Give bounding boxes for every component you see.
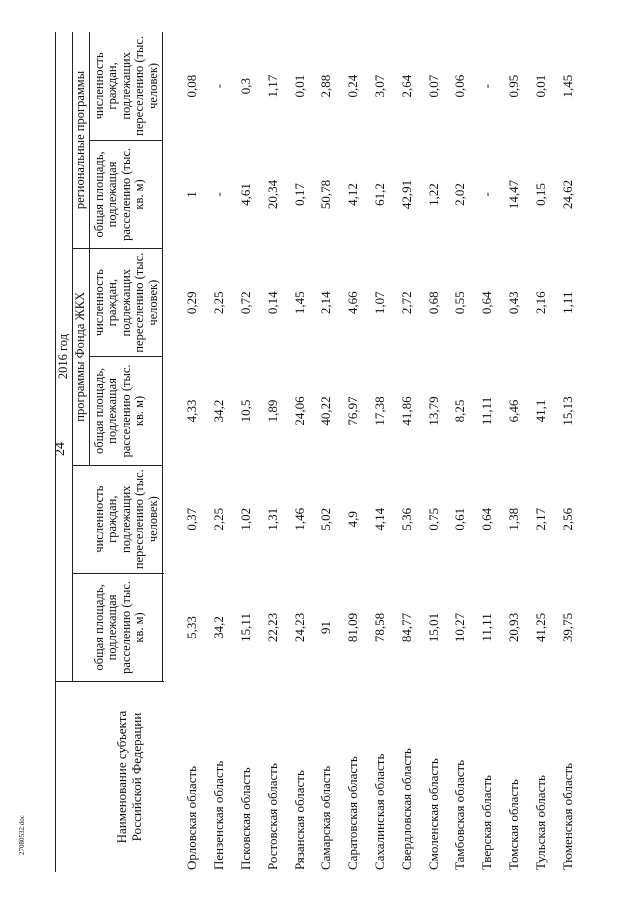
total-people-header: численность граждан, подлежащих переселению (тыс. человек) — [72, 465, 163, 573]
value-cell: 1,89 — [264, 399, 280, 423]
value-cell: 2,17 — [532, 507, 548, 531]
value-cell: 24,62 — [559, 179, 575, 210]
fund-area-header: общая площадь, подлежащая расселению (тыс. кв. м) — [89, 357, 163, 465]
value-cell: 1 — [184, 191, 200, 198]
value-cell: - — [479, 83, 495, 89]
value-cell: 1,38 — [505, 507, 521, 531]
value-cell: 2,02 — [452, 183, 468, 206]
value-cell: 0,64 — [479, 507, 495, 531]
value-cell: - — [479, 192, 495, 197]
subject-name-cell: Псковская область — [237, 767, 253, 870]
value-cell: 15,01 — [425, 612, 441, 643]
value-cell: 2,25 — [211, 507, 227, 531]
value-cell: 1,02 — [237, 507, 253, 531]
subject-name-cell: Тамбовская область — [452, 759, 468, 870]
subject-name-cell: Томская область — [505, 779, 521, 870]
value-cell: 41,25 — [532, 612, 548, 643]
fund-people-header: численность граждан, подлежащих переселению (тыс. человек) — [89, 249, 163, 357]
value-cell: 39,75 — [559, 612, 575, 643]
value-cell: 0,06 — [452, 74, 468, 98]
value-cell: 6,46 — [505, 399, 521, 423]
subject-name-cell: Смоленская область — [425, 758, 441, 870]
value-cell: 41,86 — [398, 396, 414, 426]
value-cell: 10,5 — [237, 399, 253, 423]
subject-name-cell: Самарская область — [318, 765, 334, 870]
value-cell: 4,12 — [345, 183, 361, 206]
value-cell: 0,95 — [505, 74, 521, 98]
subject-name-cell: Сахалинская область — [371, 753, 387, 870]
value-cell: 24,06 — [291, 396, 307, 426]
table-row — [420, 32, 447, 872]
value-cell: 1,45 — [559, 74, 575, 98]
year-header: 2016 год — [56, 32, 73, 682]
value-cell: 1,17 — [264, 74, 280, 98]
table-row — [206, 32, 233, 872]
subject-name-cell: Рязанская область — [291, 770, 307, 870]
table-row — [501, 32, 528, 872]
value-cell: 2,64 — [398, 74, 414, 98]
table-row — [313, 32, 340, 872]
value-cell: 5,36 — [398, 507, 414, 531]
value-cell: 1,22 — [425, 183, 441, 206]
regional-people-header: численность граждан, подлежащих переселению (тыс. человек) — [89, 32, 163, 140]
value-cell: 0,24 — [345, 74, 361, 98]
value-cell: 0,55 — [452, 291, 468, 315]
value-cell: 1,46 — [291, 507, 307, 531]
value-cell: 0,01 — [532, 74, 548, 98]
value-cell: 20,93 — [505, 612, 521, 643]
value-cell: 10,27 — [452, 612, 468, 643]
value-cell: 0,01 — [291, 74, 307, 98]
value-cell: 0,37 — [184, 507, 200, 531]
page-number: 24 — [53, 442, 68, 456]
document-reference: 27080532.doc — [18, 815, 26, 855]
table-body — [163, 32, 581, 872]
value-cell: 5,02 — [318, 507, 334, 531]
value-cell: 11,11 — [479, 396, 495, 426]
table-row — [447, 32, 474, 872]
value-cell: - — [211, 192, 227, 197]
value-cell: 3,07 — [371, 74, 387, 98]
subject-name-cell: Саратовская область — [345, 756, 361, 870]
value-cell: 22,23 — [264, 612, 280, 643]
value-cell: 8,25 — [452, 399, 468, 423]
value-cell: 5,33 — [184, 616, 200, 639]
table-row — [474, 32, 501, 872]
table-row — [163, 32, 206, 872]
value-cell: 4,33 — [184, 399, 200, 423]
value-cell: 76,97 — [345, 396, 361, 426]
value-cell: 0,15 — [532, 183, 548, 206]
subject-name-cell: Ростовская область — [264, 763, 280, 870]
value-cell: 17,38 — [371, 396, 387, 426]
value-cell: 40,22 — [318, 396, 334, 426]
subject-name-cell: Пензенская область — [211, 760, 227, 870]
value-cell: 1,45 — [291, 291, 307, 315]
value-cell: 2,14 — [318, 291, 334, 315]
value-cell: 0,07 — [425, 74, 441, 98]
value-cell: 0,75 — [425, 507, 441, 531]
value-cell: 0,43 — [505, 291, 521, 315]
table-row — [527, 32, 554, 872]
value-cell: 91 — [318, 620, 334, 634]
subject-name-cell: Тульская область — [532, 775, 548, 870]
value-cell: 0,72 — [237, 291, 253, 315]
value-cell: 24,23 — [291, 612, 307, 643]
housing-resettlement-table — [55, 32, 581, 872]
subject-column-header: Наименование субъекта Российской Федерации — [56, 682, 163, 872]
regional-area-header: общая площадь, подлежащая расселению (тыс. кв. м) — [89, 140, 163, 248]
value-cell: 15,13 — [559, 396, 575, 426]
value-cell: 2,25 — [211, 291, 227, 315]
value-cell: 0,3 — [237, 78, 253, 95]
value-cell: 4,61 — [237, 183, 253, 206]
fund-programs-header: программы Фонда ЖКХ — [72, 249, 89, 466]
value-cell: 84,77 — [398, 612, 414, 643]
subject-name-cell: Свердловская область — [398, 748, 414, 870]
value-cell: 1,07 — [371, 291, 387, 315]
subject-name-cell: Тверская область — [479, 775, 495, 870]
table-row — [233, 32, 260, 872]
value-cell: 42,91 — [398, 179, 414, 210]
value-cell: 61,2 — [371, 183, 387, 206]
value-cell: 0,29 — [184, 291, 200, 315]
value-cell: 1,11 — [559, 291, 575, 314]
value-cell: 0,61 — [452, 507, 468, 531]
value-cell: 20,34 — [264, 179, 280, 210]
value-cell: 41,1 — [532, 399, 548, 423]
value-cell: 2,16 — [532, 291, 548, 315]
regional-programs-header: региональные программы — [72, 32, 89, 249]
value-cell: 50,78 — [318, 179, 334, 210]
table-row — [393, 32, 420, 872]
value-cell: 1,31 — [264, 507, 280, 531]
subject-name-cell: Орловская область — [184, 765, 200, 870]
value-cell: 4,9 — [345, 511, 361, 528]
value-cell: 4,14 — [371, 507, 387, 531]
value-cell: 0,17 — [291, 183, 307, 206]
value-cell: 2,72 — [398, 291, 414, 315]
value-cell: 81,09 — [345, 612, 361, 643]
value-cell: 15,11 — [237, 613, 253, 642]
value-cell: 4,66 — [345, 291, 361, 315]
value-cell: 2,88 — [318, 74, 334, 98]
value-cell: 0,68 — [425, 291, 441, 315]
value-cell: 14,47 — [505, 179, 521, 210]
value-cell: - — [211, 83, 227, 89]
rotated-table-container — [55, 32, 600, 872]
table-row — [340, 32, 367, 872]
value-cell: 34,2 — [211, 616, 227, 639]
value-cell: 78,58 — [371, 612, 387, 643]
table-row — [554, 32, 581, 872]
total-area-header: общая площадь, подлежащая расселению (тыс. кв. м) — [72, 573, 163, 681]
value-cell: 13,79 — [425, 396, 441, 426]
value-cell: 0,08 — [184, 74, 200, 98]
table-row — [367, 32, 394, 872]
value-cell: 2,56 — [559, 507, 575, 531]
table-row — [286, 32, 313, 872]
value-cell: 0,14 — [264, 291, 280, 315]
subject-name-cell: Тюменская область — [559, 762, 575, 870]
table-row — [259, 32, 286, 872]
value-cell: 11,11 — [479, 613, 495, 642]
value-cell: 34,2 — [211, 399, 227, 423]
value-cell: 0,64 — [479, 291, 495, 315]
